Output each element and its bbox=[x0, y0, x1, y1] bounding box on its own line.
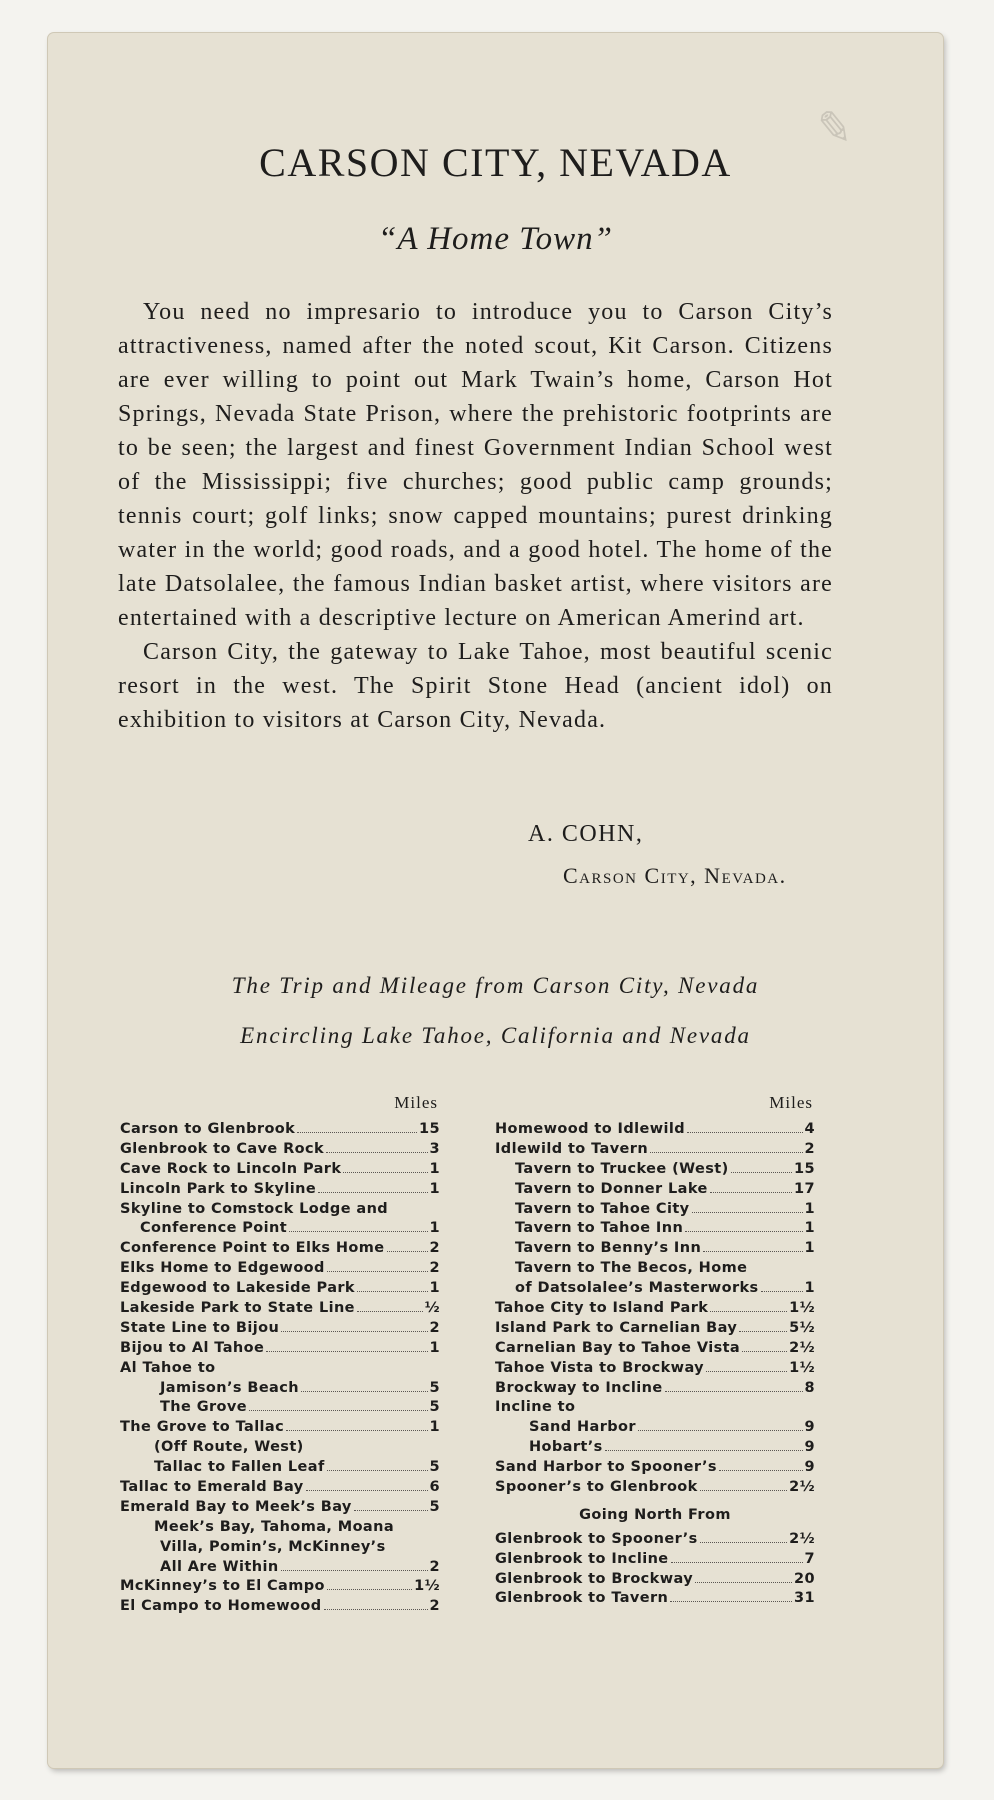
miles-value: 6 bbox=[429, 1479, 440, 1496]
mileage-row bbox=[120, 1240, 440, 1260]
mileage-row bbox=[495, 1220, 815, 1240]
miles-value: 15 bbox=[419, 1121, 440, 1137]
miles-value: 1½ bbox=[789, 1359, 815, 1376]
mileage-row bbox=[120, 1220, 440, 1240]
mileage-row bbox=[120, 1121, 440, 1141]
route-label: Hobart’s bbox=[529, 1439, 603, 1456]
mileage-row bbox=[495, 1360, 815, 1380]
route-label: Island Park to Carnelian Bay bbox=[495, 1319, 738, 1336]
mileage-row bbox=[120, 1161, 440, 1181]
route-label: Glenbrook to Incline bbox=[495, 1550, 669, 1567]
leader-dots bbox=[605, 1450, 803, 1451]
mileage-row bbox=[495, 1340, 815, 1360]
miles-value: 1 bbox=[429, 1220, 440, 1237]
miles-value: 20 bbox=[794, 1570, 815, 1587]
route-label: Brockway to Incline bbox=[495, 1379, 663, 1396]
mileage-row bbox=[120, 1320, 440, 1340]
postcard bbox=[48, 33, 943, 1768]
going-north-heading: Going North From bbox=[579, 1506, 731, 1523]
mileage-row bbox=[495, 1380, 815, 1400]
leader-dots bbox=[687, 1132, 802, 1133]
leader-dots bbox=[249, 1410, 428, 1411]
route-label: Tahoe City to Island Park bbox=[495, 1300, 709, 1317]
mileage-row bbox=[495, 1399, 815, 1419]
route-label: Tahoe Vista to Brockway bbox=[495, 1359, 705, 1376]
mileage-row bbox=[120, 1260, 440, 1280]
route-label: McKinney’s to El Campo bbox=[120, 1578, 325, 1595]
miles-value: 9 bbox=[804, 1419, 815, 1436]
leader-dots bbox=[357, 1311, 423, 1312]
leader-dots bbox=[318, 1192, 427, 1193]
mileage-row bbox=[120, 1539, 440, 1559]
miles-value: 1 bbox=[804, 1200, 815, 1217]
route-label: Meek’s Bay, Tahoma, Moana bbox=[154, 1518, 395, 1535]
route-label: Jamison’s Beach bbox=[160, 1379, 299, 1396]
mileage-column-left bbox=[120, 1093, 440, 1618]
route-label: Tallac to Emerald Bay bbox=[120, 1479, 304, 1496]
mileage-row bbox=[495, 1240, 815, 1260]
leader-dots bbox=[286, 1430, 427, 1431]
route-label: Spooner’s to Glenbrook bbox=[495, 1479, 698, 1496]
route-label: Edgewood to Lakeside Park bbox=[120, 1280, 355, 1297]
miles-value: 1½ bbox=[789, 1300, 815, 1317]
leader-dots bbox=[700, 1542, 787, 1543]
route-label: Tavern to The Becos, Home bbox=[515, 1260, 748, 1277]
miles-value: 2 bbox=[429, 1319, 440, 1336]
leader-dots bbox=[739, 1331, 787, 1332]
miles-value: 5 bbox=[429, 1399, 440, 1416]
route-label: Tavern to Tahoe Inn bbox=[515, 1220, 684, 1237]
mileage-row bbox=[495, 1181, 815, 1201]
mileage-row bbox=[495, 1459, 815, 1479]
leader-dots bbox=[327, 1470, 428, 1471]
mileage-row bbox=[495, 1551, 815, 1571]
miles-value: 2½ bbox=[789, 1339, 815, 1356]
mileage-row bbox=[495, 1419, 815, 1439]
route-label: The Grove bbox=[160, 1399, 247, 1416]
leader-dots bbox=[326, 1152, 427, 1153]
leader-dots bbox=[281, 1331, 427, 1332]
leader-dots bbox=[665, 1391, 803, 1392]
miles-value: 7 bbox=[804, 1550, 815, 1567]
leader-dots bbox=[700, 1490, 787, 1491]
page-subtitle: “A Home Town” bbox=[378, 221, 613, 257]
route-label: Sand Harbor bbox=[529, 1419, 636, 1436]
leader-dots bbox=[692, 1212, 803, 1213]
mileage-row bbox=[495, 1121, 815, 1141]
leader-dots bbox=[324, 1609, 428, 1610]
miles-value: 1½ bbox=[414, 1578, 440, 1595]
leader-dots bbox=[327, 1589, 412, 1590]
mileage-row bbox=[495, 1439, 815, 1459]
paragraph-1: You need no impresario to introduce you to Carson City’s attractiveness, named after the noted scout, Kit Carson. Citizens are ever willing to point out Mark Twain’s home, Carson Hot Springs, Nevada State Prison, where the prehistoric footprints are to be seen; the largest and finest Government Indian School west of the Mississippi; five churches; good public camp grounds; tennis court; golf links; snow capped mountains; purest drinking water in the world; good roads, and a good hotel. The home of the late Datsolalee, the famous Indian basket artist, where visitors are entertained with a descriptive lecture on American Amerind art. bbox=[118, 299, 833, 631]
miles-value: 2 bbox=[429, 1558, 440, 1575]
page-title: CARSON CITY, NEVADA bbox=[259, 140, 732, 185]
miles-value: 2 bbox=[804, 1140, 815, 1157]
miles-value: 1 bbox=[429, 1180, 440, 1197]
leader-dots bbox=[306, 1490, 428, 1491]
leader-dots bbox=[710, 1192, 792, 1193]
route-label: Tallac to Fallen Leaf bbox=[154, 1459, 325, 1476]
mileage-row bbox=[120, 1459, 440, 1479]
leader-dots bbox=[703, 1251, 802, 1252]
route-label: Bijou to Al Tahoe bbox=[120, 1339, 265, 1356]
route-label: Emerald Bay to Meek’s Bay bbox=[120, 1498, 352, 1515]
leader-dots bbox=[761, 1291, 803, 1292]
leader-dots bbox=[695, 1582, 792, 1583]
route-label: Cave Rock to Lincoln Park bbox=[120, 1160, 342, 1177]
intro-text bbox=[118, 295, 833, 737]
route-label: Conference Point to Elks Home bbox=[120, 1240, 385, 1257]
leader-dots bbox=[710, 1311, 787, 1312]
mileage-row bbox=[120, 1439, 440, 1459]
leader-dots bbox=[638, 1430, 803, 1431]
miles-value: 2½ bbox=[789, 1479, 815, 1496]
leader-dots bbox=[301, 1391, 428, 1392]
leader-dots bbox=[266, 1351, 427, 1352]
mileage-row bbox=[120, 1479, 440, 1499]
mileage-row bbox=[120, 1360, 440, 1380]
leader-dots bbox=[685, 1231, 802, 1232]
miles-value: 1 bbox=[804, 1220, 815, 1237]
route-label: Carson to Glenbrook bbox=[120, 1121, 296, 1137]
miles-value: 2 bbox=[429, 1260, 440, 1277]
mileage-row bbox=[120, 1499, 440, 1519]
route-label: Sand Harbor to Spooner’s bbox=[495, 1459, 717, 1476]
miles-header: Miles bbox=[769, 1093, 813, 1112]
miles-value: 4 bbox=[804, 1121, 815, 1137]
mileage-row bbox=[495, 1320, 815, 1340]
miles-value: 17 bbox=[794, 1180, 815, 1197]
mileage-row bbox=[120, 1380, 440, 1400]
miles-value: 5 bbox=[429, 1498, 440, 1515]
miles-value: 9 bbox=[804, 1459, 815, 1476]
mileage-row bbox=[120, 1399, 440, 1419]
mileage-row bbox=[495, 1260, 815, 1280]
mileage-row bbox=[120, 1578, 440, 1598]
paragraph-2: Carson City, the gateway to Lake Tahoe, most beautiful scenic resort in the west. The Spirit Stone Head (ancient idol) on exhibition to visitors at Carson City, Nevada. bbox=[118, 639, 833, 733]
miles-value: 2 bbox=[429, 1240, 440, 1257]
miles-value: 8 bbox=[804, 1379, 815, 1396]
mileage-row bbox=[495, 1280, 815, 1300]
mileage-row bbox=[120, 1419, 440, 1439]
leader-dots bbox=[670, 1601, 792, 1602]
miles-value: 9 bbox=[804, 1439, 815, 1456]
leader-dots bbox=[343, 1172, 427, 1173]
leader-dots bbox=[354, 1510, 428, 1511]
route-label: Idlewild to Tavern bbox=[495, 1140, 649, 1157]
mileage-row bbox=[495, 1201, 815, 1221]
trip-heading-line1: The Trip and Mileage from Carson City, Nevada bbox=[231, 973, 760, 998]
miles-value: 15 bbox=[794, 1160, 815, 1177]
miles-value: 2 bbox=[429, 1598, 440, 1615]
mileage-row bbox=[120, 1280, 440, 1300]
signature-place: Carson City, Nevada. bbox=[563, 863, 787, 888]
signature-name: A. COHN, bbox=[528, 821, 644, 847]
leader-dots bbox=[706, 1371, 787, 1372]
mileage-row bbox=[120, 1181, 440, 1201]
mileage-row bbox=[495, 1300, 815, 1320]
miles-value: 3 bbox=[429, 1140, 440, 1157]
route-label: Tavern to Truckee (West) bbox=[515, 1160, 729, 1177]
leader-dots bbox=[650, 1152, 802, 1153]
route-label: Tavern to Donner Lake bbox=[515, 1180, 708, 1197]
mileage-row bbox=[120, 1300, 440, 1320]
trip-heading-line2: Encircling Lake Tahoe, California and Nevada bbox=[240, 1023, 751, 1048]
miles-value: 5 bbox=[429, 1379, 440, 1396]
route-label: Tavern to Tahoe City bbox=[515, 1200, 690, 1217]
mileage-row bbox=[120, 1201, 440, 1221]
mileage-row bbox=[120, 1598, 440, 1618]
miles-value: 5½ bbox=[789, 1319, 815, 1336]
miles-value: 2½ bbox=[789, 1530, 815, 1547]
leader-dots bbox=[281, 1570, 428, 1571]
route-label: of Datsolalee’s Masterworks bbox=[515, 1280, 759, 1297]
leader-dots bbox=[297, 1132, 417, 1133]
route-label: Elks Home to Edgewood bbox=[120, 1260, 325, 1277]
mileage-row bbox=[495, 1571, 815, 1591]
leader-dots bbox=[719, 1470, 803, 1471]
route-label: Skyline to Comstock Lodge and bbox=[120, 1200, 389, 1217]
leader-dots bbox=[289, 1231, 427, 1232]
route-label: Carnelian Bay to Tahoe Vista bbox=[495, 1339, 741, 1356]
route-label: Glenbrook to Tavern bbox=[495, 1590, 669, 1607]
miles-header: Miles bbox=[394, 1093, 438, 1112]
miles-value: 31 bbox=[794, 1590, 815, 1607]
mileage-column-right bbox=[495, 1093, 815, 1610]
route-label: Tavern to Benny’s Inn bbox=[515, 1240, 702, 1257]
mileage-row bbox=[495, 1531, 815, 1551]
mileage-row bbox=[120, 1340, 440, 1360]
route-label: El Campo to Homewood bbox=[120, 1598, 322, 1615]
mileage-row bbox=[120, 1519, 440, 1539]
miles-value: 1 bbox=[429, 1280, 440, 1297]
mileage-row bbox=[120, 1141, 440, 1161]
miles-value: 1 bbox=[804, 1240, 815, 1257]
mileage-row bbox=[495, 1141, 815, 1161]
mileage-row bbox=[495, 1161, 815, 1181]
leader-dots bbox=[671, 1562, 803, 1563]
route-label: Incline to bbox=[495, 1399, 576, 1416]
route-label: Lincoln Park to Skyline bbox=[120, 1180, 317, 1197]
route-label: Homewood to Idlewild bbox=[495, 1121, 686, 1137]
route-label: Glenbrook to Cave Rock bbox=[120, 1140, 325, 1157]
miles-value: 5 bbox=[429, 1459, 440, 1476]
mileage-row bbox=[495, 1479, 815, 1499]
pencil-mark: ✎ bbox=[813, 102, 856, 155]
route-label: Glenbrook to Brockway bbox=[495, 1570, 694, 1587]
leader-dots bbox=[731, 1172, 792, 1173]
mileage-row bbox=[120, 1559, 440, 1579]
route-label: Al Tahoe to bbox=[120, 1359, 216, 1376]
mileage-row bbox=[495, 1590, 815, 1610]
leader-dots bbox=[357, 1291, 428, 1292]
leader-dots bbox=[742, 1351, 787, 1352]
route-label: State Line to Bijou bbox=[120, 1319, 280, 1336]
leader-dots bbox=[387, 1251, 428, 1252]
miles-value: 1 bbox=[429, 1160, 440, 1177]
route-label: Villa, Pomin’s, McKinney’s bbox=[160, 1538, 386, 1555]
miles-value: 1 bbox=[429, 1339, 440, 1356]
miles-value: 1 bbox=[804, 1280, 815, 1297]
route-label: The Grove to Tallac bbox=[120, 1419, 285, 1436]
miles-value: ½ bbox=[424, 1300, 440, 1317]
route-label: Conference Point bbox=[140, 1220, 288, 1237]
route-label: (Off Route, West) bbox=[154, 1439, 304, 1456]
leader-dots bbox=[327, 1271, 428, 1272]
route-label: Lakeside Park to State Line bbox=[120, 1300, 355, 1317]
route-label: Glenbrook to Spooner’s bbox=[495, 1530, 698, 1547]
miles-value: 1 bbox=[429, 1419, 440, 1436]
route-label: All Are Within bbox=[160, 1558, 279, 1575]
